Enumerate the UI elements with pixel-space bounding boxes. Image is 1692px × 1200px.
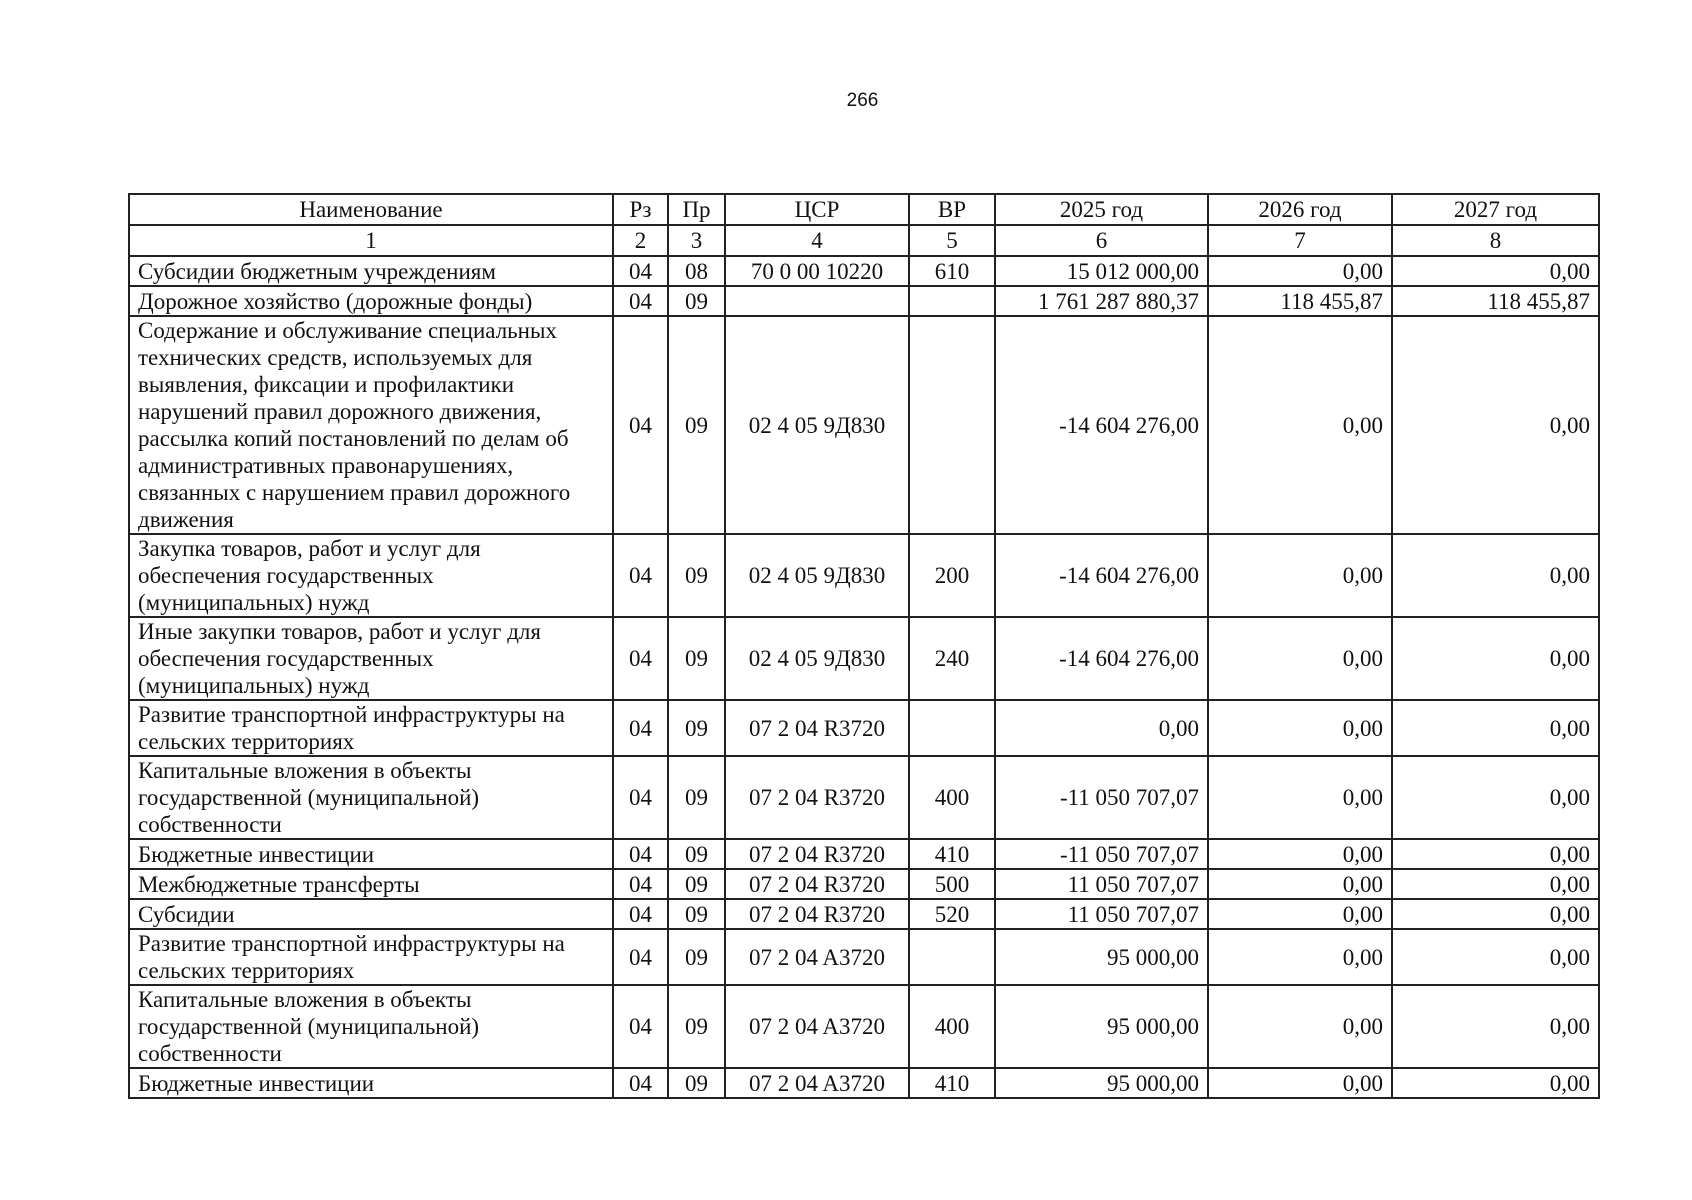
row-2025: 95 000,00 bbox=[995, 985, 1208, 1068]
row-rz: 04 bbox=[613, 899, 668, 929]
row-rz: 04 bbox=[613, 869, 668, 899]
row-csr: 07 2 04 R3720 bbox=[725, 899, 909, 929]
header-vr: ВР bbox=[909, 194, 995, 225]
row-vr bbox=[909, 700, 995, 756]
table-row bbox=[129, 985, 1599, 1068]
row-rz: 04 bbox=[613, 700, 668, 756]
row-pr: 09 bbox=[668, 899, 725, 929]
row-csr bbox=[725, 286, 909, 316]
row-pr: 08 bbox=[668, 256, 725, 286]
table-row bbox=[129, 899, 1599, 929]
row-rz: 04 bbox=[613, 839, 668, 869]
row-2026: 0,00 bbox=[1208, 929, 1392, 985]
row-csr: 07 2 04 A3720 bbox=[725, 985, 909, 1068]
row-2025: 11 050 707,07 bbox=[995, 869, 1208, 899]
row-name: Дорожное хозяйство (дорожные фонды) bbox=[129, 286, 613, 316]
table-row bbox=[129, 756, 1599, 839]
column-number: 1 bbox=[129, 225, 613, 256]
row-vr: 200 bbox=[909, 534, 995, 617]
row-rz: 04 bbox=[613, 316, 668, 534]
row-2027: 118 455,87 bbox=[1392, 286, 1599, 316]
row-csr: 02 4 05 9Д830 bbox=[725, 316, 909, 534]
row-vr bbox=[909, 316, 995, 534]
column-number: 5 bbox=[909, 225, 995, 256]
row-2027: 0,00 bbox=[1392, 929, 1599, 985]
row-vr: 610 bbox=[909, 256, 995, 286]
row-rz: 04 bbox=[613, 617, 668, 700]
row-pr: 09 bbox=[668, 286, 725, 316]
row-2026: 0,00 bbox=[1208, 617, 1392, 700]
row-name: Развитие транспортной инфраструктуры на сельских территориях bbox=[129, 700, 613, 756]
row-vr: 400 bbox=[909, 756, 995, 839]
row-2026: 0,00 bbox=[1208, 1068, 1392, 1098]
row-csr: 07 2 04 R3720 bbox=[725, 756, 909, 839]
column-number-row bbox=[129, 225, 1599, 256]
row-2027: 0,00 bbox=[1392, 839, 1599, 869]
row-2026: 0,00 bbox=[1208, 756, 1392, 839]
row-2027: 0,00 bbox=[1392, 1068, 1599, 1098]
row-vr bbox=[909, 929, 995, 985]
row-2025: -14 604 276,00 bbox=[995, 617, 1208, 700]
row-csr: 07 2 04 R3720 bbox=[725, 869, 909, 899]
budget-table bbox=[128, 193, 1600, 1099]
row-name: Капитальные вложения в объекты государственной (муниципальной) собственности bbox=[129, 756, 613, 839]
column-number: 2 bbox=[613, 225, 668, 256]
row-csr: 07 2 04 R3720 bbox=[725, 700, 909, 756]
row-2027: 0,00 bbox=[1392, 256, 1599, 286]
row-2026: 0,00 bbox=[1208, 700, 1392, 756]
row-2026: 0,00 bbox=[1208, 985, 1392, 1068]
header-2025: 2025 год bbox=[995, 194, 1208, 225]
row-csr: 70 0 00 10220 bbox=[725, 256, 909, 286]
row-2026: 0,00 bbox=[1208, 256, 1392, 286]
row-csr: 02 4 05 9Д830 bbox=[725, 534, 909, 617]
row-csr: 07 2 04 A3720 bbox=[725, 1068, 909, 1098]
row-name: Субсидии бюджетным учреждениям bbox=[129, 256, 613, 286]
row-name: Иные закупки товаров, работ и услуг для обеспечения государственных (муниципальных) нужд bbox=[129, 617, 613, 700]
column-number: 7 bbox=[1208, 225, 1392, 256]
table-row bbox=[129, 617, 1599, 700]
row-rz: 04 bbox=[613, 985, 668, 1068]
row-2026: 0,00 bbox=[1208, 869, 1392, 899]
row-pr: 09 bbox=[668, 316, 725, 534]
row-2025: -14 604 276,00 bbox=[995, 534, 1208, 617]
row-2027: 0,00 bbox=[1392, 700, 1599, 756]
row-2027: 0,00 bbox=[1392, 985, 1599, 1068]
header-row bbox=[129, 194, 1599, 225]
column-number: 4 bbox=[725, 225, 909, 256]
row-2025: 15 012 000,00 bbox=[995, 256, 1208, 286]
row-name: Капитальные вложения в объекты государственной (муниципальной) собственности bbox=[129, 985, 613, 1068]
row-rz: 04 bbox=[613, 286, 668, 316]
row-name: Развитие транспортной инфраструктуры на сельских территориях bbox=[129, 929, 613, 985]
table-row bbox=[129, 700, 1599, 756]
row-name: Бюджетные инвестиции bbox=[129, 839, 613, 869]
row-name: Содержание и обслуживание специальных технических средств, используемых для выявления, фиксации и профилактики нарушений правил дорожного движения, рассылка копий постановлений по делам об административных правонарушениях, связанных с нарушением правил дорожного движения bbox=[129, 316, 613, 534]
table-row bbox=[129, 929, 1599, 985]
row-2027: 0,00 bbox=[1392, 869, 1599, 899]
table-row bbox=[129, 256, 1599, 286]
row-pr: 09 bbox=[668, 839, 725, 869]
row-vr bbox=[909, 286, 995, 316]
row-2025: -11 050 707,07 bbox=[995, 839, 1208, 869]
row-2025: 95 000,00 bbox=[995, 1068, 1208, 1098]
table-row bbox=[129, 869, 1599, 899]
row-pr: 09 bbox=[668, 534, 725, 617]
row-rz: 04 bbox=[613, 256, 668, 286]
row-2027: 0,00 bbox=[1392, 617, 1599, 700]
row-rz: 04 bbox=[613, 929, 668, 985]
row-pr: 09 bbox=[668, 985, 725, 1068]
row-2026: 0,00 bbox=[1208, 534, 1392, 617]
column-number: 8 bbox=[1392, 225, 1599, 256]
column-number: 3 bbox=[668, 225, 725, 256]
row-2025: 11 050 707,07 bbox=[995, 899, 1208, 929]
row-2026: 0,00 bbox=[1208, 316, 1392, 534]
row-vr: 410 bbox=[909, 1068, 995, 1098]
header-rz: Рз bbox=[613, 194, 668, 225]
row-2025: 0,00 bbox=[995, 700, 1208, 756]
row-name: Межбюджетные трансферты bbox=[129, 869, 613, 899]
table-row bbox=[129, 316, 1599, 534]
row-vr: 240 bbox=[909, 617, 995, 700]
row-name: Субсидии bbox=[129, 899, 613, 929]
row-vr: 500 bbox=[909, 869, 995, 899]
row-csr: 02 4 05 9Д830 bbox=[725, 617, 909, 700]
row-vr: 410 bbox=[909, 839, 995, 869]
column-number: 6 bbox=[995, 225, 1208, 256]
header-2027: 2027 год bbox=[1392, 194, 1599, 225]
row-name: Закупка товаров, работ и услуг для обеспечения государственных (муниципальных) нужд bbox=[129, 534, 613, 617]
row-csr: 07 2 04 R3720 bbox=[725, 839, 909, 869]
row-2027: 0,00 bbox=[1392, 756, 1599, 839]
row-2025: -11 050 707,07 bbox=[995, 756, 1208, 839]
row-rz: 04 bbox=[613, 1068, 668, 1098]
row-rz: 04 bbox=[613, 534, 668, 617]
row-2026: 0,00 bbox=[1208, 899, 1392, 929]
table-row bbox=[129, 286, 1599, 316]
row-pr: 09 bbox=[668, 700, 725, 756]
row-2027: 0,00 bbox=[1392, 534, 1599, 617]
row-2026: 0,00 bbox=[1208, 839, 1392, 869]
row-csr: 07 2 04 A3720 bbox=[725, 929, 909, 985]
row-pr: 09 bbox=[668, 869, 725, 899]
row-pr: 09 bbox=[668, 1068, 725, 1098]
row-rz: 04 bbox=[613, 756, 668, 839]
row-2027: 0,00 bbox=[1392, 316, 1599, 534]
row-2026: 118 455,87 bbox=[1208, 286, 1392, 316]
header-pr: Пр bbox=[668, 194, 725, 225]
page-number: 266 bbox=[846, 90, 879, 111]
row-pr: 09 bbox=[668, 756, 725, 839]
row-pr: 09 bbox=[668, 617, 725, 700]
table-row bbox=[129, 534, 1599, 617]
table-row bbox=[129, 839, 1599, 869]
header-csr: ЦСР bbox=[725, 194, 909, 225]
row-2027: 0,00 bbox=[1392, 899, 1599, 929]
row-pr: 09 bbox=[668, 929, 725, 985]
row-2025: 1 761 287 880,37 bbox=[995, 286, 1208, 316]
row-vr: 520 bbox=[909, 899, 995, 929]
row-vr: 400 bbox=[909, 985, 995, 1068]
header-name: Наименование bbox=[129, 194, 613, 225]
table-row bbox=[129, 1068, 1599, 1098]
row-2025: 95 000,00 bbox=[995, 929, 1208, 985]
header-2026: 2026 год bbox=[1208, 194, 1392, 225]
row-name: Бюджетные инвестиции bbox=[129, 1068, 613, 1098]
row-2025: -14 604 276,00 bbox=[995, 316, 1208, 534]
